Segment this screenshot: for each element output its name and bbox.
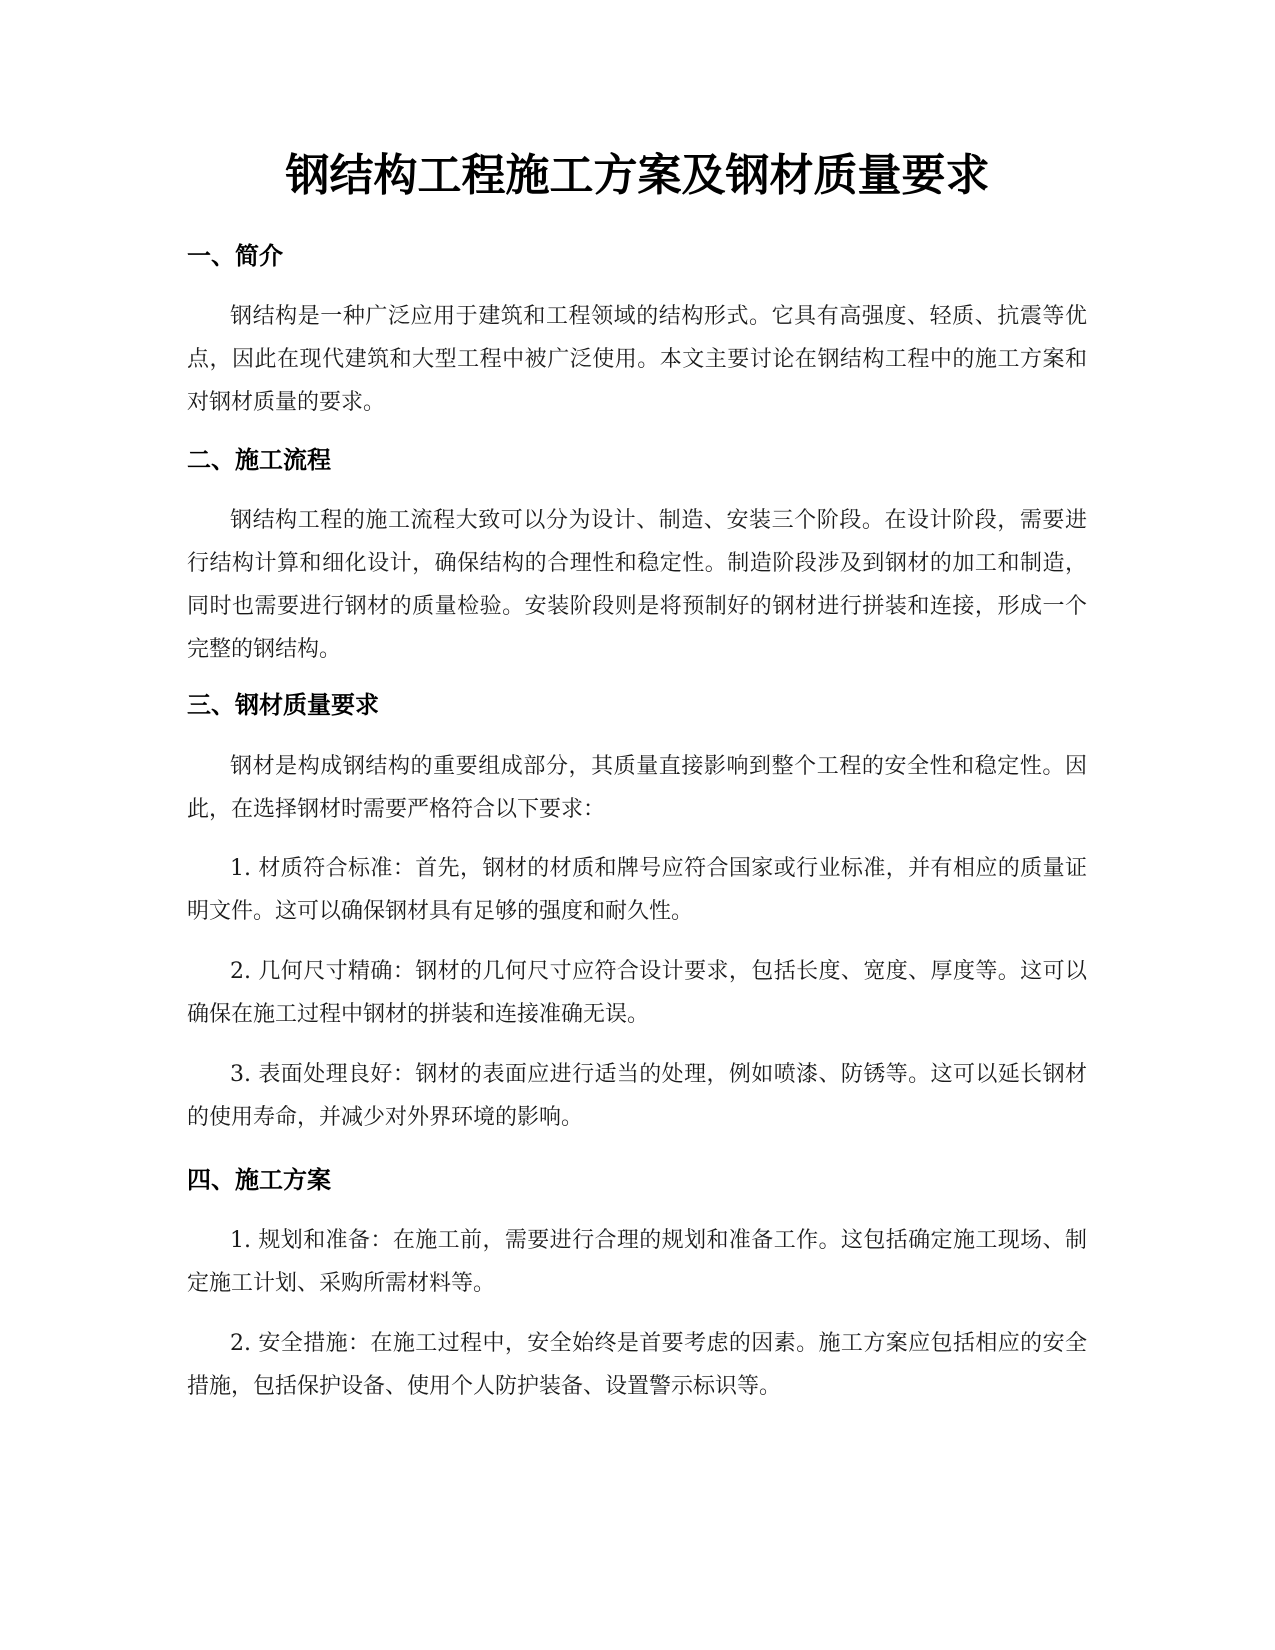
document-title: 钢结构工程施工方案及钢材质量要求	[285, 150, 990, 201]
section-heading-construction-process: 二、施工流程	[187, 446, 331, 474]
paragraph-steel-quality-intro: 钢材是构成钢结构的重要组成部分，其质量直接影响到整个工程的安全性和稳定性。因此，在选择钢材时需要严格符合以下要求：	[187, 754, 1087, 822]
paragraph-requirement-surface-treatment: 3. 表面处理良好：钢材的表面应进行适当的处理，例如喷漆、防锈等。这可以延长钢材的使用寿命，并减少对外界环境的影响。	[187, 1062, 1087, 1130]
paragraph-construction-process: 钢结构工程的施工流程大致可以分为设计、制造、安装三个阶段。在设计阶段，需要进行结构计算和细化设计，确保结构的合理性和稳定性。制造阶段涉及到钢材的加工和制造，同时也需要进行钢材的质量检验。安装阶段则是将预制好的钢材进行拼装和连接，形成一个完整的钢结构。	[187, 508, 1087, 662]
section-heading-intro: 一、简介	[187, 242, 283, 270]
paragraph-requirement-material-standard: 1. 材质符合标准：首先，钢材的材质和牌号应符合国家或行业标准，并有相应的质量证明文件。这可以确保钢材具有足够的强度和耐久性。	[187, 856, 1087, 924]
paragraph-intro: 钢结构是一种广泛应用于建筑和工程领域的结构形式。它具有高强度、轻质、抗震等优点，因此在现代建筑和大型工程中被广泛使用。本文主要讨论在钢结构工程中的施工方案和对钢材质量的要求。	[187, 304, 1087, 415]
section-heading-construction-plan: 四、施工方案	[187, 1166, 331, 1194]
paragraph-plan-preparation: 1. 规划和准备：在施工前，需要进行合理的规划和准备工作。这包括确定施工现场、制定施工计划、采购所需材料等。	[187, 1228, 1087, 1296]
section-heading-steel-quality: 三、钢材质量要求	[187, 691, 379, 719]
paragraph-requirement-dimensions: 2. 几何尺寸精确：钢材的几何尺寸应符合设计要求，包括长度、宽度、厚度等。这可以确保在施工过程中钢材的拼装和连接准确无误。	[187, 959, 1087, 1027]
paragraph-plan-safety: 2. 安全措施：在施工过程中，安全始终是首要考虑的因素。施工方案应包括相应的安全措施，包括保护设备、使用个人防护装备、设置警示标识等。	[187, 1331, 1087, 1399]
